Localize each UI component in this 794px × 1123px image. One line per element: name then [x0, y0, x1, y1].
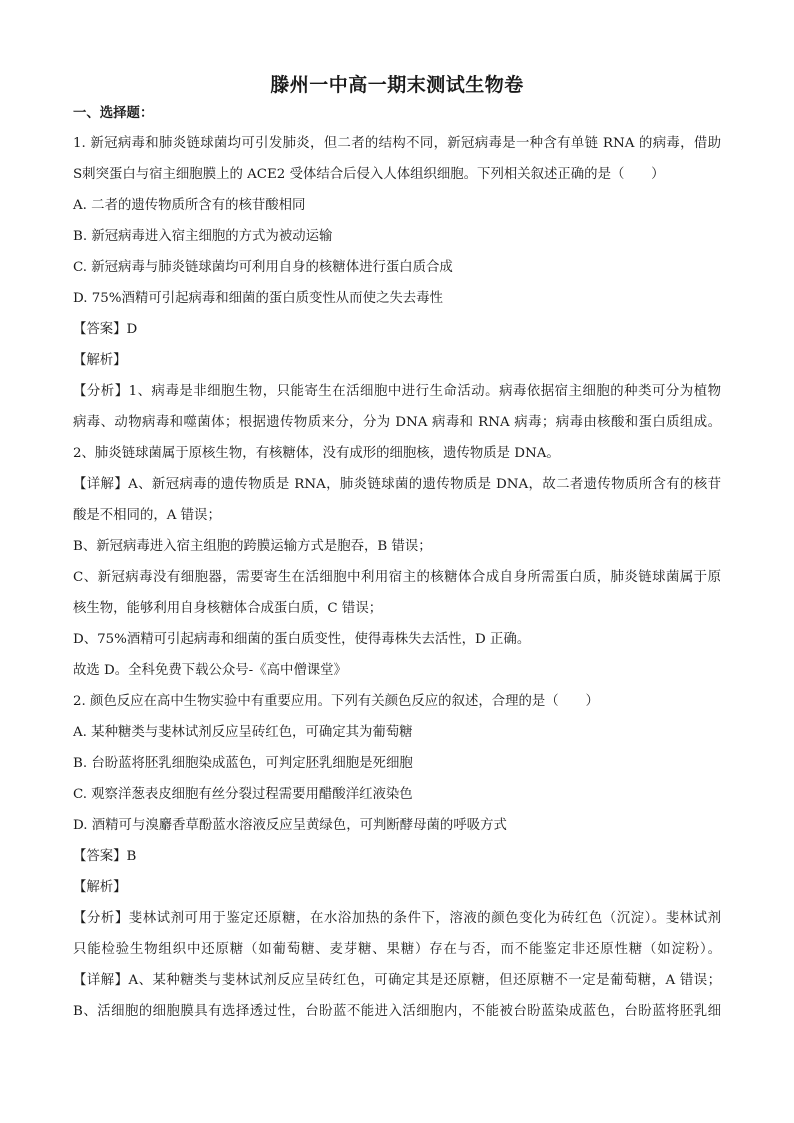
q1-analysis-line: 【分析】1、病毒是非细胞生物，只能寄生在活细胞中进行生命活动。病毒依据宿主细胞的种类可分为植物 — [73, 384, 721, 399]
section-heading: 一、选择题： — [73, 105, 154, 121]
q2-option-a: A. 某种糖类与斐林试剂反应呈砖红色，可确定其为葡萄糖 — [73, 725, 413, 740]
page-title: 滕州一中高一期末测试生物卷 — [270, 74, 524, 96]
q2-analysis-line: 只能检验生物组织中还原糖（如葡萄糖、麦芽糖、果糖）存在与否，而不能鉴定非还原性糖（如淀粉）。 — [73, 942, 721, 957]
q1-analysis-line: 【详解】A、新冠病毒的遗传物质是 RNA，肺炎链球菌的遗传物质是 DNA，故二者遗传物质所含有的核苷 — [73, 477, 721, 492]
q1-analysis-label: 【解析】 — [73, 353, 127, 368]
q1-analysis-line: 酸是不相同的，A 错误； — [73, 508, 221, 523]
q1-analysis-line: 故选 D。全科免费下载公众号-《高中僧课堂》 — [73, 663, 347, 678]
q1-option-b: B. 新冠病毒进入宿主细胞的方式为被动运输 — [73, 229, 333, 244]
q2-option-d: D. 酒精可与溴麝香草酚蓝水溶液反应呈黄绿色，可判断酵母菌的呼吸方式 — [73, 818, 507, 833]
q2-option-c: C. 观察洋葱表皮细胞有丝分裂过程需要用醋酸洋红液染色 — [73, 787, 413, 802]
q1-option-a: A. 二者的遗传物质所含有的核苷酸相同 — [73, 198, 306, 213]
q2-stem: 2. 颜色反应在高中生物实验中有重要应用。下列有关颜色反应的叙述，合理的是（ ） — [73, 694, 599, 709]
q1-stem-line-1: 1. 新冠病毒和肺炎链球菌均可引发肺炎，但二者的结构不同，新冠病毒是一种含有单链 RNA 的病毒，借助 — [73, 136, 721, 151]
q2-analysis-line: 【详解】A、某种糖类与斐林试剂反应呈砖红色，可确定其是还原糖，但还原糖不一定是葡萄糖，A 错误； — [73, 973, 721, 988]
q1-analysis-line: D、75%酒精可引起病毒和细菌的蛋白质变性，使得毒株失去活性，D 正确。 — [73, 632, 531, 647]
q1-analysis-line: 核生物，能够利用自身核糖体合成蛋白质，C 错误； — [73, 601, 383, 616]
q1-option-d: D. 75%酒精可引起病毒和细菌的蛋白质变性从而使之失去毒性 — [73, 291, 443, 306]
q1-option-c: C. 新冠病毒与肺炎链球菌均可利用自身的核糖体进行蛋白质合成 — [73, 260, 453, 275]
q1-analysis-line: B、新冠病毒进入宿主组胞的跨膜运输方式是胞吞，B 错误； — [73, 539, 432, 554]
q2-answer: 【答案】B — [73, 849, 137, 864]
q2-analysis-line: 【分析】斐林试剂可用于鉴定还原糖，在水浴加热的条件下，溶液的颜色变化为砖红色（沉淀）。斐林试剂 — [73, 911, 721, 926]
q2-analysis-label: 【解析】 — [73, 880, 127, 895]
q1-answer: 【答案】D — [73, 322, 138, 337]
q2-analysis-line: B、活细胞的细胞膜具有选择透过性，台盼蓝不能进入活细胞内，不能被台盼蓝染成蓝色，台盼蓝将胚乳细 — [73, 1004, 721, 1019]
q1-analysis-line: 病毒、动物病毒和噬菌体；根据遗传物质来分，分为 DNA 病毒和 RNA 病毒；病毒由核酸和蛋白质组成。 — [73, 415, 721, 430]
q2-option-b: B. 台盼蓝将胚乳细胞染成蓝色，可判定胚乳细胞是死细胞 — [73, 756, 413, 771]
q1-analysis-line: C、新冠病毒没有细胞器，需要寄生在活细胞中利用宿主的核糖体合成自身所需蛋白质，肺炎链球菌属于原 — [73, 570, 721, 585]
q1-stem-line-2: S刺突蛋白与宿主细胞膜上的 ACE2 受体结合后侵入人体组织细胞。下列相关叙述正确的是（ ） — [73, 167, 665, 182]
q1-analysis-line: 2、肺炎链球菌属于原核生物，有核糖体，没有成形的细胞核，遗传物质是 DNA。 — [73, 446, 560, 461]
